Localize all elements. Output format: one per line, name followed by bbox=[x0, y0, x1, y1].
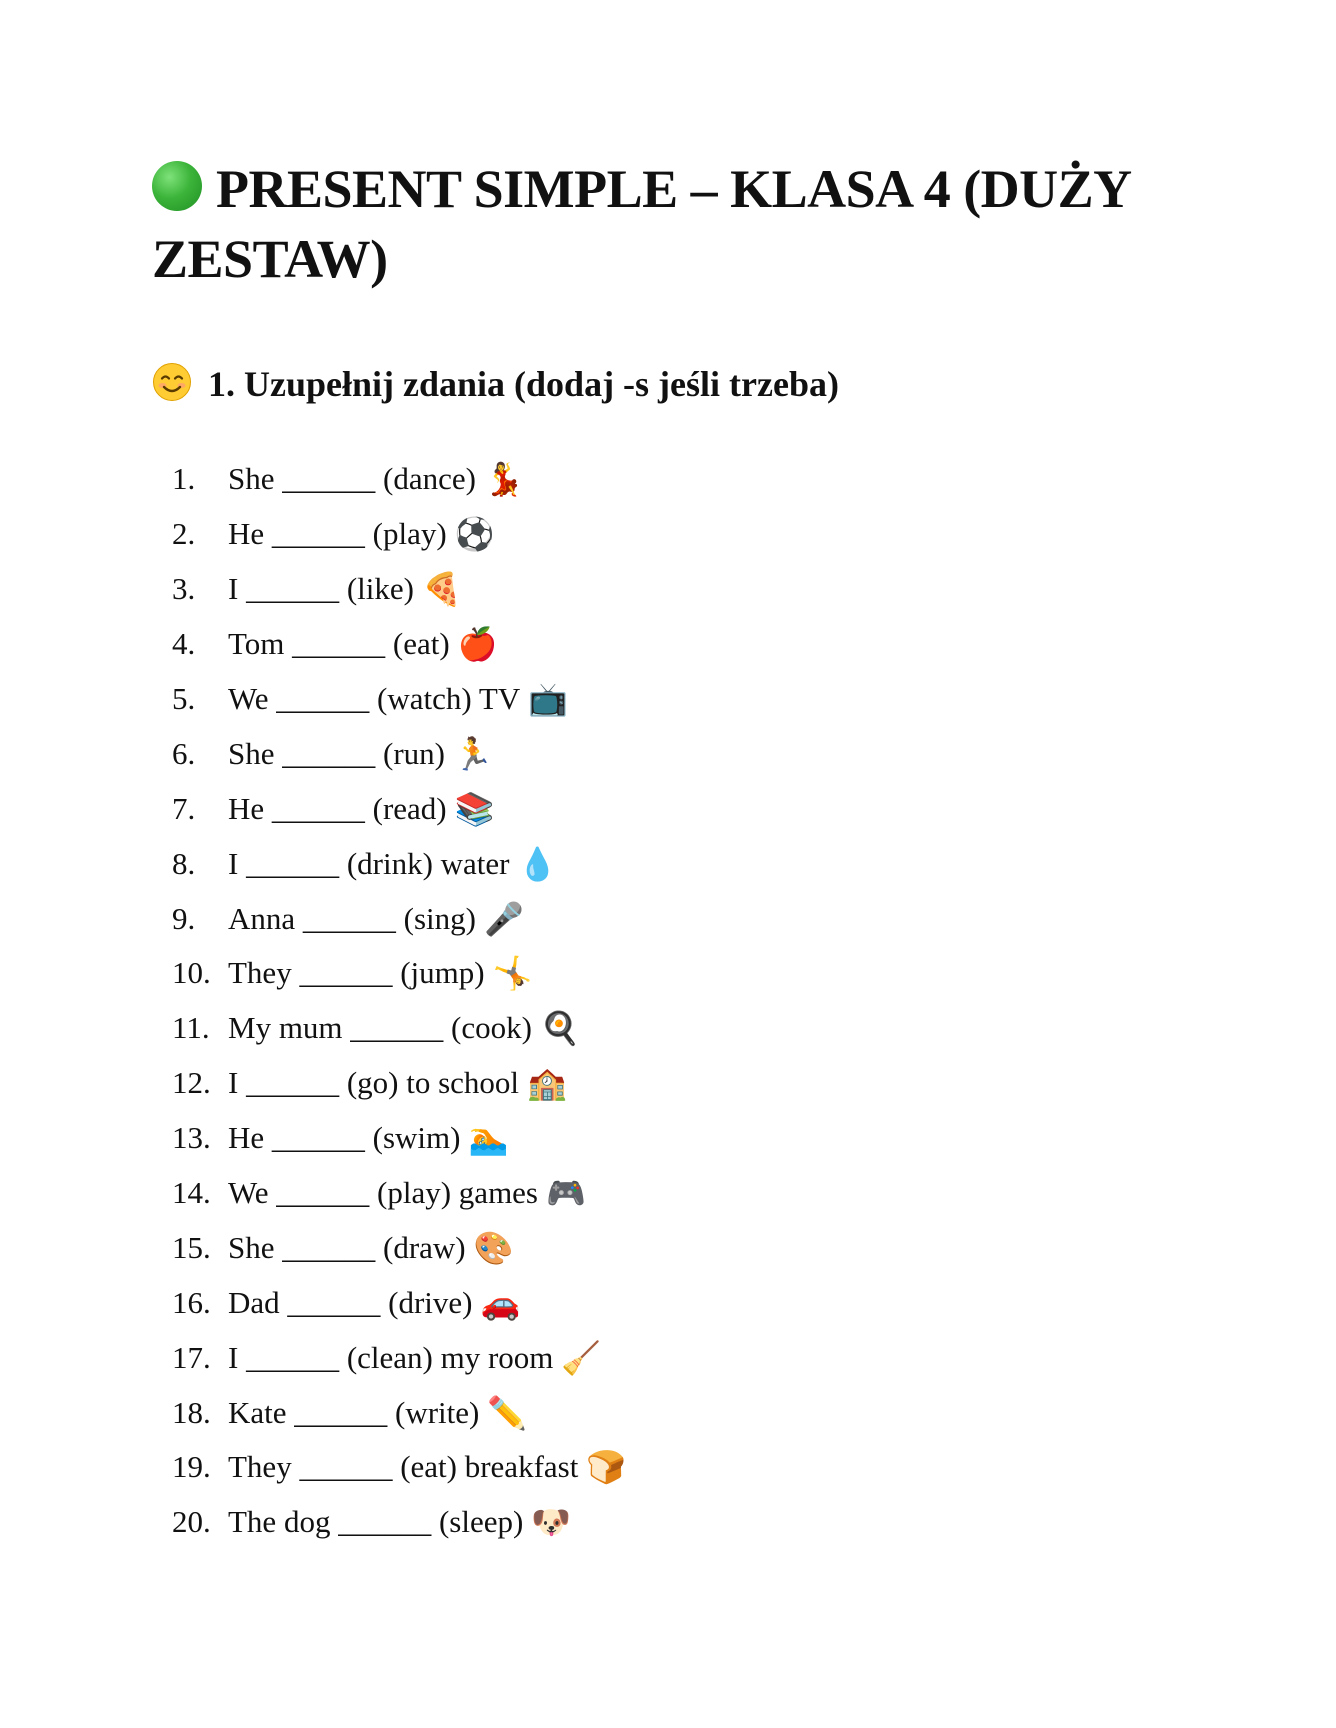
item-number: 17. bbox=[172, 1339, 211, 1375]
exercise-item bbox=[172, 1440, 626, 1495]
exercise-item bbox=[172, 562, 626, 617]
item-number: 8. bbox=[172, 845, 196, 881]
section-heading-text: Uzupełnij zdania (dodaj -s jeśli trzeba) bbox=[244, 364, 839, 404]
item-number: 18. bbox=[172, 1394, 211, 1430]
item-number: 10. bbox=[172, 955, 211, 991]
exercise-item bbox=[172, 1001, 626, 1056]
item-sentence: We ______ (play) games bbox=[228, 1175, 538, 1211]
exercise-item bbox=[172, 726, 626, 781]
item-sentence: The dog ______ (sleep) bbox=[228, 1504, 524, 1540]
microphone-icon: 🎤 bbox=[483, 899, 524, 938]
droplet-icon: 💧 bbox=[517, 844, 558, 883]
pizza-icon: 🍕 bbox=[421, 570, 462, 609]
item-number: 9. bbox=[172, 900, 196, 936]
item-number: 6. bbox=[172, 735, 196, 771]
page-title-text: PRESENT SIMPLE – KLASA 4 (DUŻY ZESTAW) bbox=[152, 159, 1130, 289]
item-sentence: I ______ (go) to school bbox=[228, 1065, 520, 1101]
smiling-face-icon bbox=[152, 362, 192, 402]
item-sentence: She ______ (dance) bbox=[228, 461, 476, 497]
car-icon: 🚗 bbox=[480, 1283, 521, 1322]
green-circle-icon bbox=[152, 161, 202, 211]
item-number: 1. bbox=[172, 461, 196, 497]
item-number: 7. bbox=[172, 790, 196, 826]
runner-icon: 🏃 bbox=[452, 734, 493, 773]
exercise-item bbox=[172, 1275, 626, 1330]
television-icon: 📺 bbox=[528, 680, 569, 718]
item-number: 13. bbox=[172, 1120, 211, 1156]
item-sentence: He ______ (read) bbox=[228, 790, 447, 826]
item-sentence: Tom ______ (eat) bbox=[228, 626, 450, 662]
item-number: 4. bbox=[172, 626, 196, 662]
item-number: 16. bbox=[172, 1284, 211, 1320]
item-sentence: She ______ (draw) bbox=[228, 1229, 466, 1265]
item-sentence: I ______ (clean) my room bbox=[228, 1339, 554, 1375]
broom-icon: 🧹 bbox=[561, 1338, 602, 1377]
item-sentence: I ______ (drink) water bbox=[228, 845, 510, 881]
item-sentence: I ______ (like) bbox=[228, 571, 414, 607]
dancer-icon: 💃 bbox=[483, 460, 524, 499]
item-number: 11. bbox=[172, 1010, 210, 1046]
item-sentence: My mum ______ (cook) bbox=[228, 1010, 532, 1046]
item-sentence: He ______ (play) bbox=[228, 516, 447, 552]
item-sentence: Kate ______ (write) bbox=[228, 1394, 480, 1430]
dog-face-icon: 🐶 bbox=[531, 1503, 572, 1542]
item-number: 12. bbox=[172, 1065, 211, 1101]
exercise-item bbox=[172, 836, 626, 891]
books-icon: 📚 bbox=[454, 789, 495, 828]
palette-icon: 🎨 bbox=[473, 1228, 514, 1267]
bread-icon: 🍞 bbox=[586, 1448, 627, 1487]
apple-icon: 🍎 bbox=[457, 625, 498, 664]
item-sentence: She ______ (run) bbox=[228, 735, 445, 771]
item-number: 20. bbox=[172, 1504, 211, 1540]
exercise-item bbox=[172, 672, 626, 727]
school-icon: 🏫 bbox=[527, 1064, 567, 1103]
item-number: 3. bbox=[172, 571, 196, 607]
game-controller-icon: 🎮 bbox=[546, 1174, 586, 1213]
frying-pan-icon: 🍳 bbox=[539, 1009, 580, 1048]
exercise-item bbox=[172, 1495, 626, 1550]
item-number: 19. bbox=[172, 1449, 211, 1485]
soccer-ball-icon: ⚽ bbox=[454, 515, 495, 554]
item-sentence: They ______ (eat) breakfast bbox=[228, 1449, 579, 1485]
exercise-item bbox=[172, 891, 626, 946]
item-number: 5. bbox=[172, 681, 196, 716]
exercise-item bbox=[172, 1111, 626, 1166]
section-heading bbox=[152, 360, 839, 408]
page-title bbox=[152, 154, 1192, 294]
exercise-item bbox=[172, 507, 626, 562]
item-sentence: Anna ______ (sing) bbox=[228, 900, 476, 936]
item-number: 2. bbox=[172, 516, 196, 552]
cartwheel-icon: 🤸 bbox=[492, 954, 533, 993]
exercise-list bbox=[172, 452, 626, 1550]
item-sentence: Dad ______ (drive) bbox=[228, 1284, 473, 1320]
exercise-item bbox=[172, 1385, 626, 1440]
exercise-item bbox=[172, 1330, 626, 1385]
item-sentence: We ______ (watch) TV bbox=[228, 681, 521, 716]
exercise-item bbox=[172, 1220, 626, 1275]
item-sentence: He ______ (swim) bbox=[228, 1120, 461, 1156]
item-number: 15. bbox=[172, 1229, 211, 1265]
exercise-item bbox=[172, 1056, 626, 1111]
exercise-item bbox=[172, 781, 626, 836]
exercise-item bbox=[172, 452, 626, 507]
exercise-item bbox=[172, 1166, 626, 1221]
item-number: 14. bbox=[172, 1175, 211, 1211]
pencil-icon: ✏️ bbox=[487, 1393, 528, 1432]
swimmer-icon: 🏊 bbox=[468, 1119, 509, 1158]
exercise-item bbox=[172, 946, 626, 1001]
exercise-item bbox=[172, 617, 626, 672]
item-sentence: They ______ (jump) bbox=[228, 955, 485, 991]
section-number: 1. bbox=[208, 364, 235, 404]
